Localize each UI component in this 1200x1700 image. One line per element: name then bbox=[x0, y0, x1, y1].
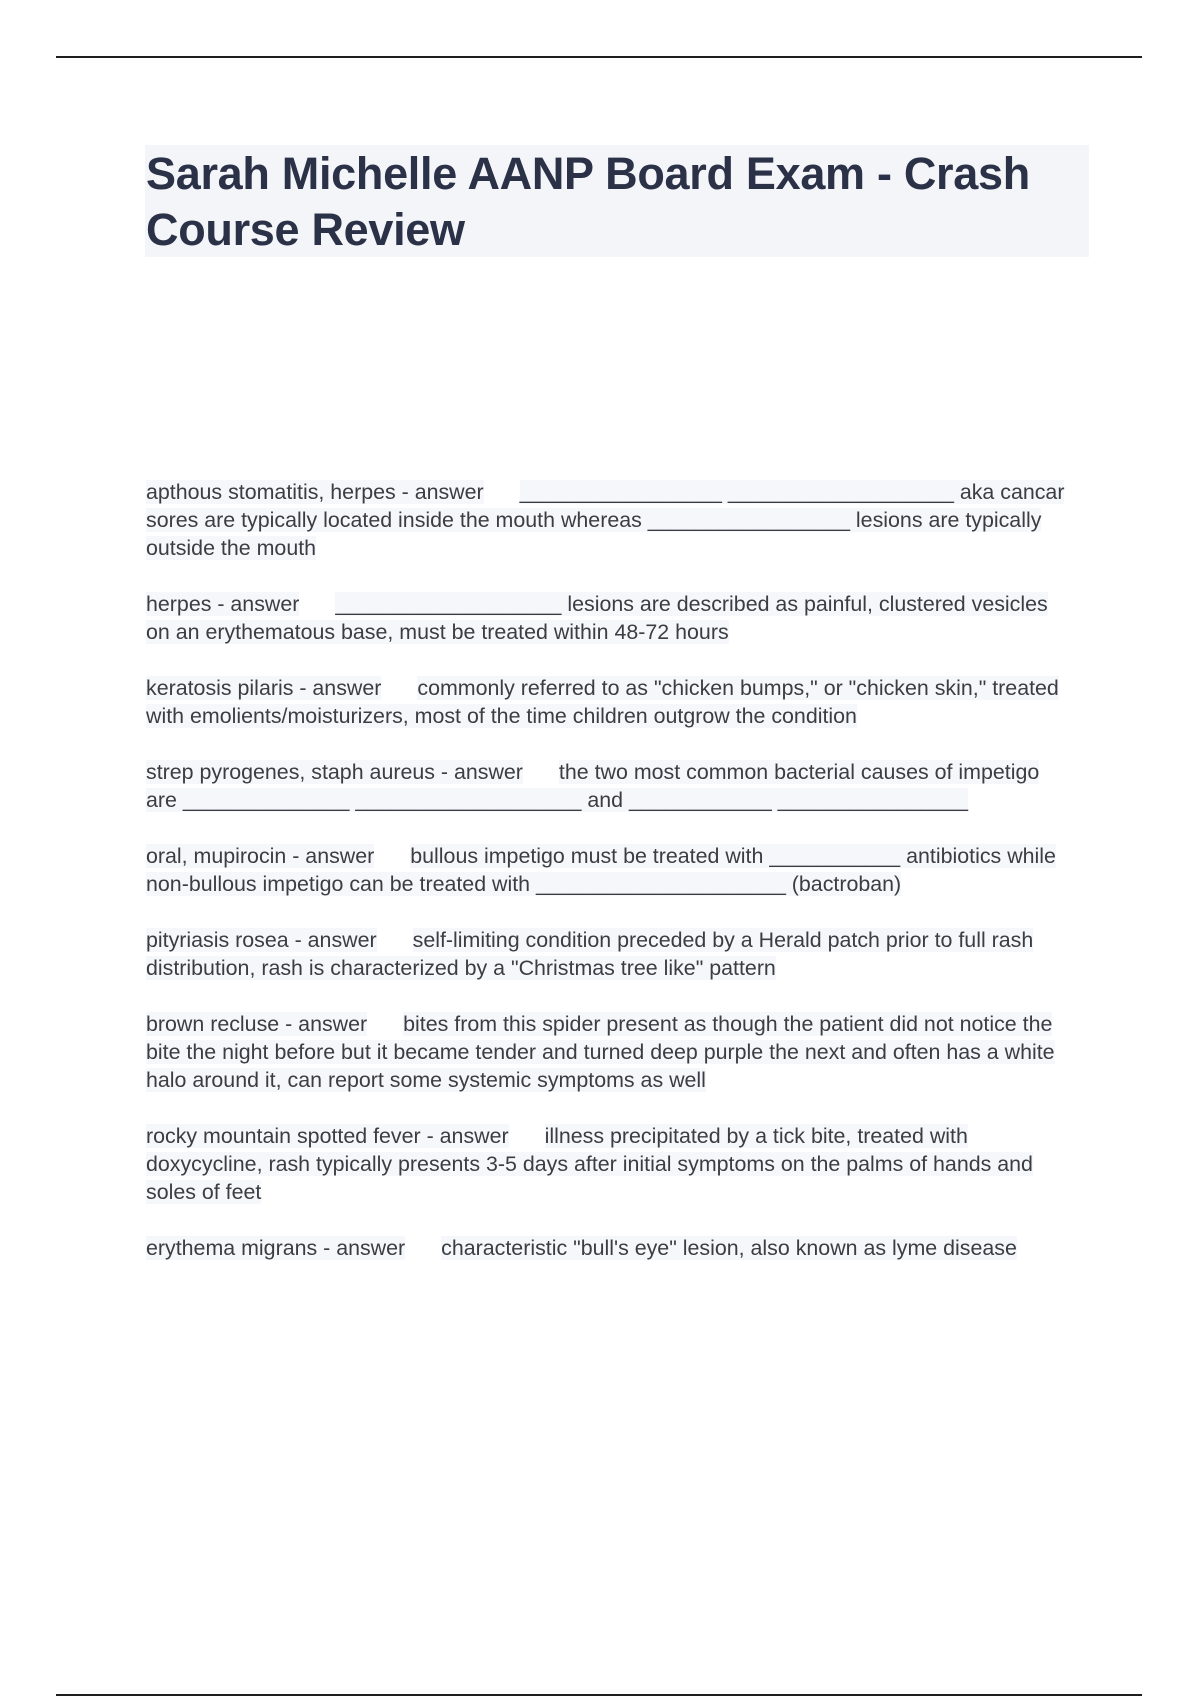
question-text: _________________ ___________________ aka cancar sores are typically located inside the mouth whereas _________________ lesions are typically outside the mouth bbox=[146, 480, 1065, 560]
answer-text: strep pyrogenes, staph aureus - answer bbox=[146, 760, 523, 784]
answer-text: erythema migrans - answer bbox=[146, 1236, 406, 1260]
answer-text: herpes - answer bbox=[146, 592, 300, 616]
question-text: self-limiting condition preceded by a Herald patch prior to full rash distribution, rash is characterized by a "Christmas tree like" pattern bbox=[146, 928, 1034, 980]
top-divider bbox=[56, 56, 1142, 58]
question-text: ___________________ lesions are described as painful, clustered vesicles on an erythematous base, must be treated within 48-72 hours bbox=[146, 592, 1048, 644]
question-text: illness precipitated by a tick bite, treated with doxycycline, rash typically presents 3-5 days after initial symptoms on the palms of hands and soles of feet bbox=[146, 1124, 1033, 1204]
list-item bbox=[146, 842, 1076, 898]
answer-text: pityriasis rosea - answer bbox=[146, 928, 377, 952]
qa-list bbox=[146, 478, 1076, 1290]
question-text: the two most common bacterial causes of impetigo are ______________ ___________________ and ____________ ________________ bbox=[146, 760, 1040, 812]
answer-text: brown recluse - answer bbox=[146, 1012, 368, 1036]
bottom-divider bbox=[56, 1694, 1142, 1696]
question-text: bullous impetigo must be treated with ___________ antibiotics while non-bullous impetigo can be treated with _____________________ (bactroban) bbox=[146, 844, 1056, 896]
list-item bbox=[146, 1010, 1076, 1094]
list-item bbox=[146, 926, 1076, 982]
answer-text: oral, mupirocin - answer bbox=[146, 844, 375, 868]
list-item bbox=[146, 674, 1076, 730]
answer-text: rocky mountain spotted fever - answer bbox=[146, 1124, 509, 1148]
list-item bbox=[146, 478, 1076, 562]
answer-text: keratosis pilaris - answer bbox=[146, 676, 382, 700]
answer-text: apthous stomatitis, herpes - answer bbox=[146, 480, 484, 504]
list-item bbox=[146, 758, 1076, 814]
question-text: bites from this spider present as though the patient did not notice the bite the night before but it became tender and turned deep purple the next and often has a white halo around it, can report some systemic symptoms as well bbox=[146, 1012, 1055, 1092]
list-item bbox=[146, 1234, 1076, 1262]
question-text: characteristic "bull's eye" lesion, also known as lyme disease bbox=[441, 1236, 1017, 1260]
list-item bbox=[146, 1122, 1076, 1206]
list-item bbox=[146, 590, 1076, 646]
question-text: commonly referred to as "chicken bumps," or "chicken skin," treated with emolients/moisturizers, most of the time children outgrow the condition bbox=[146, 676, 1059, 728]
document-title: Sarah Michelle AANP Board Exam - Crash Course Review bbox=[146, 148, 1030, 255]
